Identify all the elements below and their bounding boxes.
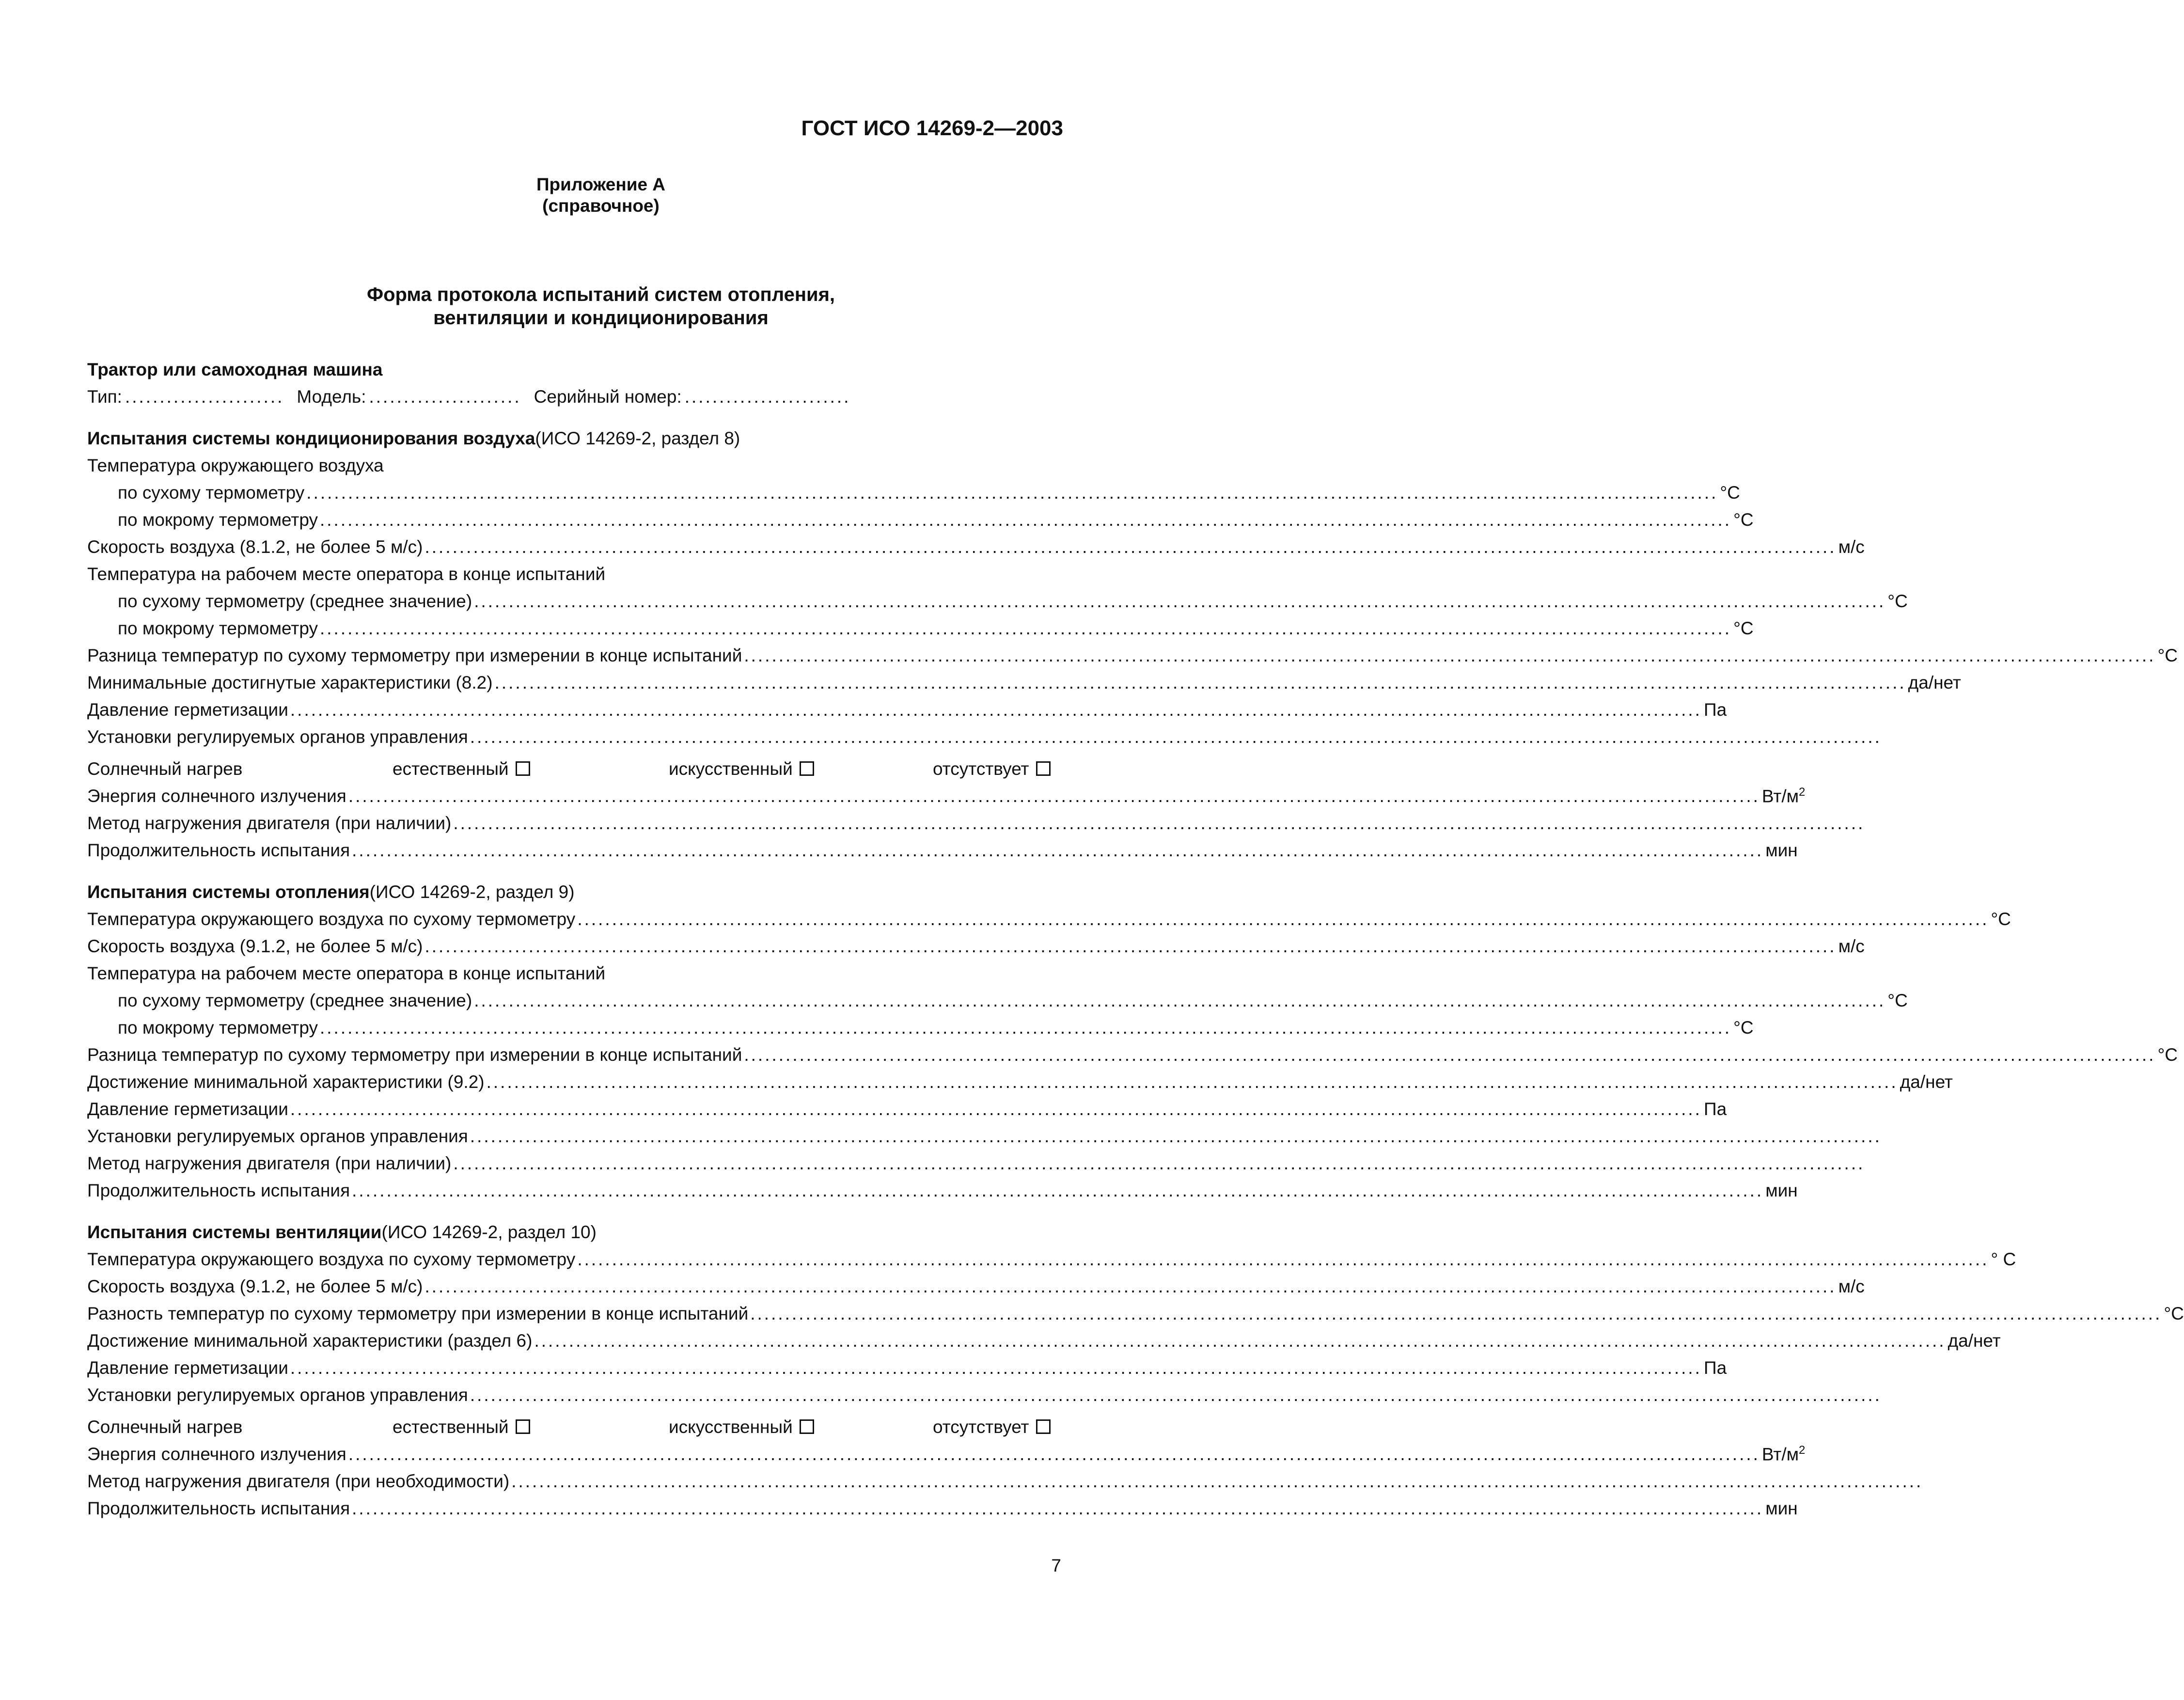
- ac-solar-natural-checkbox[interactable]: [516, 761, 530, 776]
- ac-solar-energy-field[interactable]: Энергия солнечного излучения ............................................................................................................................................................................................................ $Вт/м^2$: [87, 785, 1806, 806]
- vent-solar-absent-option[interactable]: отсутствует: [933, 1417, 1051, 1437]
- vent-engine-load-field[interactable]: Метод нагружения двигателя (при необходимости) ............................................................................................................................................................................................................: [87, 1471, 1923, 1491]
- heating-operator-temp-label: Температура на рабочем месте оператора в конце испытаний: [87, 963, 606, 983]
- vent-min-perf-field[interactable]: Достижение минимальной характеристики (раздел 6) ............................................................................................................................................................................................................ да/нет: [87, 1331, 2001, 1351]
- model-field[interactable]: Модель: ......................: [297, 387, 521, 407]
- ac-solar-heating-row: [87, 752, 1066, 779]
- vent-temp-diff-field[interactable]: Разность температур по сухому термометру при измерении в конце испытаний ............................................................................................................................................................................................................ °С: [87, 1304, 2184, 1323]
- form-title-line-1: Форма протокола испытаний систем отопления,: [366, 284, 835, 305]
- vent-solar-heating-label: Солнечный нагрев: [87, 1417, 243, 1437]
- ac-duration-field[interactable]: Продолжительность испытания ............................................................................................................................................................................................................ мин: [87, 840, 1798, 860]
- ac-air-speed-field[interactable]: Скорость воздуха (8.1.2, не более 5 м/с) ............................................................................................................................................................................................................ м/с: [87, 537, 1865, 557]
- vent-controls-field[interactable]: Установки регулируемых органов управления ............................................................................................................................................................................................................: [87, 1385, 1882, 1405]
- heating-pressurization-field[interactable]: Давление герметизации ............................................................................................................................................................................................................ Па: [87, 1099, 1727, 1119]
- ac-solar-heating-label: Солнечный нагрев: [87, 759, 243, 779]
- ac-ambient-wet-bulb-field[interactable]: по мокрому термометру ............................................................................................................................................................................................................ °С: [118, 510, 1754, 530]
- heating-duration-field[interactable]: Продолжительность испытания ............................................................................................................................................................................................................ мин: [87, 1181, 1798, 1200]
- vent-solar-energy-field[interactable]: Энергия солнечного излучения ............................................................................................................................................................................................................ $Вт/м^2$: [87, 1443, 1806, 1464]
- ac-solar-natural-option[interactable]: естественный: [393, 759, 530, 779]
- annex-type: (справочное): [542, 196, 660, 216]
- type-field[interactable]: Тип: .......................: [87, 387, 284, 407]
- heating-operator-wet-bulb-field[interactable]: по мокрому термометру ............................................................................................................................................................................................................ °С: [118, 1018, 1754, 1038]
- ac-controls-field[interactable]: Установки регулируемых органов управления ............................................................................................................................................................................................................: [87, 727, 1882, 747]
- standard-code: ГОСТ ИСО 14269-2—2003: [801, 116, 1063, 140]
- vent-duration-field[interactable]: Продолжительность испытания ............................................................................................................................................................................................................ мин: [87, 1498, 1798, 1518]
- vent-ambient-dry-field[interactable]: Температура окружающего воздуха по сухому термометру ............................................................................................................................................................................................................ ° С: [87, 1249, 2016, 1269]
- heating-air-speed-field[interactable]: Скорость воздуха (9.1.2, не более 5 м/с) ............................................................................................................................................................................................................ м/с: [87, 936, 1865, 956]
- machine-id-row: [87, 380, 1066, 407]
- ac-operator-wet-bulb-field[interactable]: по мокрому термометру ............................................................................................................................................................................................................ °С: [118, 618, 1754, 638]
- ac-engine-load-field[interactable]: Метод нагружения двигателя (при наличии) ............................................................................................................................................................................................................: [87, 813, 1865, 833]
- ac-section-heading: Испытания системы кондиционирования воздуха (ИСО 14269-2, раздел 8): [87, 428, 740, 448]
- heating-ambient-dry-field[interactable]: Температура окружающего воздуха по сухому термометру ............................................................................................................................................................................................................ °С: [87, 909, 2011, 929]
- ventilation-section-heading: Испытания системы вентиляции (ИСО 14269-2, раздел 10): [87, 1222, 597, 1242]
- ac-temp-diff-field[interactable]: Разница температур по сухому термометру при измерении в конце испытаний ............................................................................................................................................................................................................ °С: [87, 645, 2178, 665]
- ac-solar-artificial-checkbox[interactable]: [800, 761, 814, 776]
- ac-solar-absent-checkbox[interactable]: [1036, 761, 1051, 776]
- heating-section-heading: Испытания системы отопления (ИСО 14269-2, раздел 9): [87, 882, 575, 902]
- heating-min-perf-field[interactable]: Достижение минимальной характеристики (9.2) ............................................................................................................................................................................................................ да/нет: [87, 1072, 1953, 1092]
- heating-operator-dry-bulb-field[interactable]: по сухому термометру (среднее значение) ............................................................................................................................................................................................................ °С: [118, 991, 1908, 1010]
- ac-ambient-dry-bulb-field[interactable]: по сухому термометру ............................................................................................................................................................................................................ °С: [118, 483, 1740, 503]
- serial-field[interactable]: Серийный номер: ........................: [534, 387, 851, 407]
- ac-min-perf-field[interactable]: Минимальные достигнутые характеристики (8.2) ............................................................................................................................................................................................................ да/нет: [87, 673, 1961, 693]
- ac-operator-dry-bulb-field[interactable]: по сухому термометру (среднее значение) ............................................................................................................................................................................................................ °С: [118, 591, 1908, 611]
- vent-solar-artificial-checkbox[interactable]: [800, 1419, 814, 1434]
- heating-engine-load-field[interactable]: Метод нагружения двигателя (при наличии) ............................................................................................................................................................................................................: [87, 1153, 1865, 1173]
- vent-solar-heating-row: [87, 1410, 1066, 1437]
- machine-heading: Трактор или самоходная машина: [87, 360, 383, 379]
- vent-air-speed-field[interactable]: Скорость воздуха (9.1.2, не более 5 м/с) ............................................................................................................................................................................................................ м/с: [87, 1276, 1865, 1296]
- vent-solar-natural-checkbox[interactable]: [516, 1419, 530, 1434]
- vent-pressurization-field[interactable]: Давление герметизации ............................................................................................................................................................................................................ Па: [87, 1358, 1727, 1378]
- vent-solar-absent-checkbox[interactable]: [1036, 1419, 1051, 1434]
- page-number: 7: [1051, 1556, 1061, 1575]
- ac-ambient-temp-label: Температура окружающего воздуха: [87, 456, 384, 475]
- form-content: [87, 353, 2184, 1519]
- heating-temp-diff-field[interactable]: Разница температур по сухому термометру при измерении в конце испытаний ............................................................................................................................................................................................................ °С: [87, 1045, 2178, 1065]
- heating-controls-field[interactable]: Установки регулируемых органов управления ............................................................................................................................................................................................................: [87, 1126, 1882, 1146]
- vent-solar-artificial-option[interactable]: искусственный: [669, 1417, 814, 1437]
- ac-solar-artificial-option[interactable]: искусственный: [669, 759, 814, 779]
- annex-label: Приложение А: [536, 174, 666, 194]
- ac-pressurization-field[interactable]: Давление герметизации ............................................................................................................................................................................................................ Па: [87, 700, 1727, 720]
- ac-operator-temp-label: Температура на рабочем месте оператора в конце испытаний: [87, 564, 606, 584]
- ac-solar-absent-option[interactable]: отсутствует: [933, 759, 1051, 779]
- vent-solar-natural-option[interactable]: естественный: [393, 1417, 530, 1437]
- form-title-line-2: вентиляции и кондиционирования: [433, 307, 769, 329]
